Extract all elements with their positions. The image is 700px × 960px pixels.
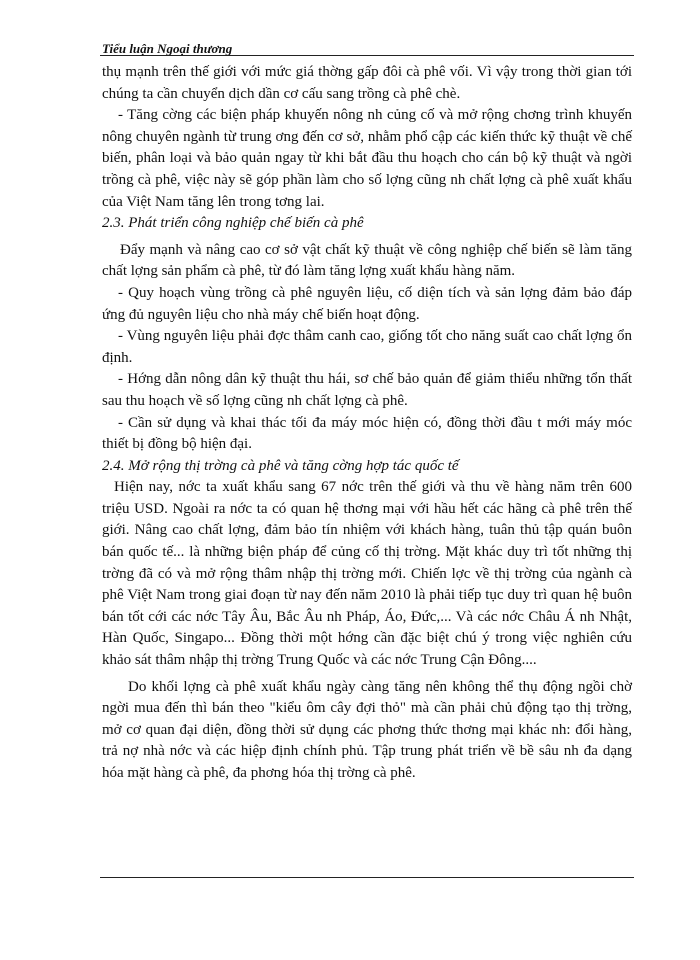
bullet-paragraph-planning: - Quy hoạch vùng trồng cà phê nguyên liệu, cố diện tích và sản lợng đảm bảo đáp ứng đủ nguyên liệu cho nhà máy chế biến hoạt động.: [102, 284, 632, 323]
paragraph-1: thụ mạnh trên thế giới với mức giá thờng gấp đôi cà phê vối. Vì vậy trong thời gian tới chúng ta cần chuyển dịch dần cơ cấu sang trồng cà phê chè.: [102, 64, 632, 102]
header-divider: [100, 55, 634, 56]
section-heading-2-3: 2.3. Phát triển công nghiệp chế biến cà phê: [102, 215, 364, 232]
bullet-paragraph-machinery: - Cần sử dụng và khai thác tối đa máy móc hiện có, đồng thời đầu t mới máy móc thiết bị đồng bộ hiện đại.: [102, 414, 632, 453]
bullet-paragraph-material-area: - Vùng nguyên liệu phải đợc thâm canh cao, giống tốt cho năng suất cao chất lợng ổn định.: [102, 328, 632, 366]
header-title: Tiểu luận Ngoại thương: [102, 41, 233, 56]
paragraph-market: Hiện nay, nớc ta xuất khẩu sang 67 nớc trên thế giới và thu về hàng năm trên 600 triệu USD. Ngoài ra nớc ta có quan hệ thơng mại với hầu hết các hãng cà phê trên thế giới. Nâng cao chất lợng, đảm bảo tín nhiệm với khách hàng, tuân thủ tập quán buôn bán quốc tế... là những biện pháp để củng cố thị trờng. Mặt khác duy trì tốt những thị trờng đã có và mở rộng thâm nhập thị trờng mới. Chiến lợc về thị trờng của ngành cà phê Việt Nam trong giai đoạn từ nay đến năm 2010 là phải tiếp tục duy trì quan hệ buôn bán tốt cới các nớc Tây Âu, Bắc Âu nh Pháp, Áo, Đức,... Và các nớc Châu Á nh Nhật, Hàn Quốc, Singapo... Đồng thời một hớng cần đặc biệt chú ý trong việc nghiên cứu khảo sát thâm nhập thị trờng Trung Quốc và các nớc Trung Cận Đông....: [102, 479, 632, 669]
bullet-paragraph-extension: - Tăng cờng các biện pháp khuyến nông nh củng cố và mở rộng chơng trình khuyến nông chuyên ngành từ trung ơng đến cơ sở, nhằm phổ cập các kiến thức kỹ thuật về chế biến, phân loại và bảo quản ngay từ khi bắt đầu thu hoạch cho cán bộ kỹ thuật và ngời trồng cà phê, việc này sẽ góp phần làm cho số lợng cũng nh chất lợng cà phê xuất khẩu của Việt Nam tăng lên trong tơng lai.: [102, 107, 632, 210]
section-heading-2-4: 2.4. Mở rộng thị trờng cà phê và tăng cờng hợp tác quốc tế: [102, 457, 459, 474]
paragraph-processing-intro: Đẩy mạnh và nâng cao cơ sở vật chất kỹ thuật về công nghiệp chế biến sẽ làm tăng chất lợng sản phẩm cà phê, từ đó làm tăng lợng xuất khẩu hàng năm.: [102, 241, 632, 280]
footer-divider: [100, 877, 634, 878]
document-body: [102, 62, 632, 785]
bullet-paragraph-harvest: - Hớng dẫn nông dân kỹ thuật thu hái, sơ chế bảo quản để giảm thiểu những tổn thất sau thu hoạch về số lợng cũng nh chất lợng cà phê.: [102, 371, 632, 409]
paragraph-trade-methods: Do khối lợng cà phê xuất khẩu ngày càng tăng nên không thể thụ động ngồi chờ ngời mua đến thì bán theo "kiểu ôm cây đợi thỏ" mà cần phải chủ động tạo thị trờng, mở cơ quan đại diện, đồng thời sử dụng các phơng thức thơng mại khác nh: đổi hàng, trả nợ nhà nớc và các hiệp định chính phủ. Tập trung phát triển về bề sâu nh đa dạng hóa mặt hàng cà phê, đa phơng hóa thị trờng cà phê.: [102, 678, 632, 781]
